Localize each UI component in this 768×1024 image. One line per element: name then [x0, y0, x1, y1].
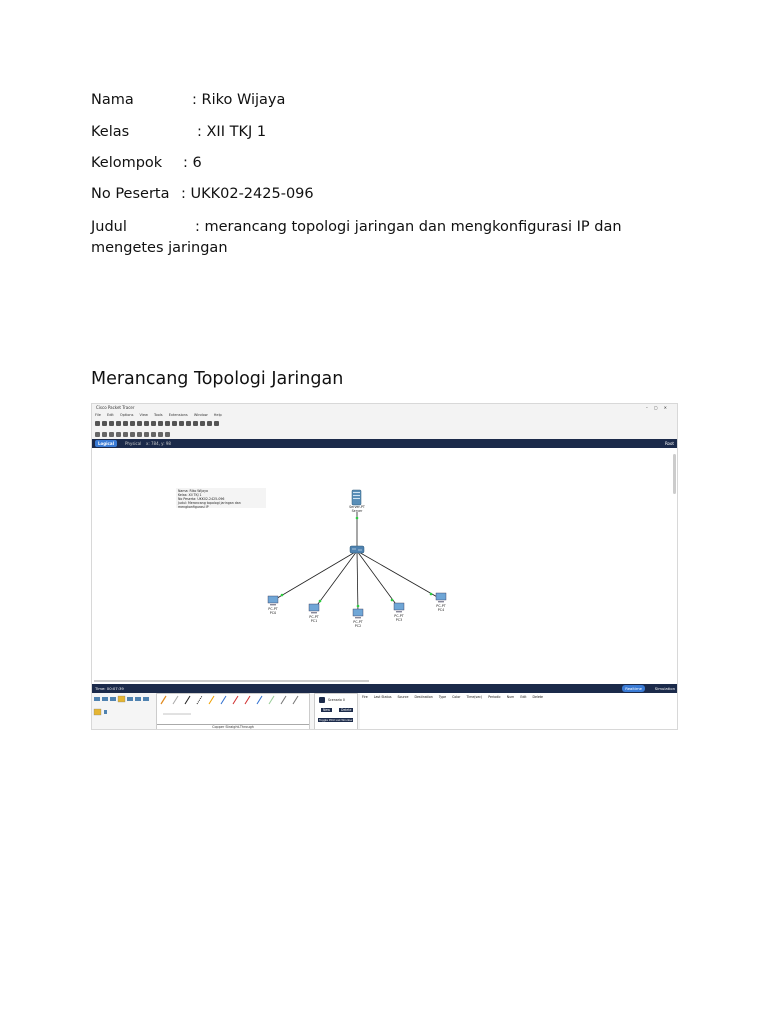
info-row-peserta: [91, 186, 691, 202]
pc-icon: [436, 593, 446, 602]
nav-root-label: Root: [664, 441, 674, 446]
save-icon[interactable]: [109, 421, 114, 426]
redo-icon[interactable]: [158, 421, 163, 426]
info-row-kelompok: [91, 155, 691, 171]
wizard-icon[interactable]: [123, 421, 128, 426]
pc0-model-label: PC-PT: [268, 607, 278, 611]
packet-tracer-screenshot: [91, 403, 678, 730]
paste-icon[interactable]: [144, 421, 149, 426]
scenario-delete-button[interactable]: Delete: [341, 708, 352, 712]
window-controls: –▢✕: [645, 405, 673, 410]
device-panel-area: [92, 693, 677, 730]
scenario-icon: [319, 697, 325, 703]
menu-tools[interactable]: Tools: [153, 413, 163, 417]
pc-icon: [309, 604, 319, 613]
zoom-in-icon[interactable]: [165, 421, 170, 426]
inspect-icon[interactable]: [102, 432, 107, 437]
info-row-nama: [91, 92, 691, 108]
scenario-panel: [314, 693, 358, 730]
note-icon[interactable]: [123, 432, 128, 437]
menu-options[interactable]: Options: [119, 413, 134, 417]
pc4-model-label: PC-PT: [436, 604, 446, 608]
complex-pdu-icon[interactable]: [165, 432, 170, 437]
copy-icon[interactable]: [137, 421, 142, 426]
device-type-panel: [92, 693, 155, 730]
pc2-name-label: PC2: [354, 624, 362, 628]
kelompok-value: : 6: [183, 155, 202, 171]
draw-line-icon[interactable]: [130, 432, 135, 437]
peserta-label: No Peserta: [91, 186, 170, 202]
menu-view[interactable]: View: [139, 413, 148, 417]
pc-icon: [268, 596, 278, 605]
pc4-name-label: PC4: [437, 608, 445, 612]
cable-switch-pc0: [274, 551, 357, 600]
print-icon[interactable]: [116, 421, 121, 426]
vertical-scrollbar[interactable]: [673, 454, 676, 494]
pdu-list-header: [360, 693, 677, 730]
coordinates-readout: x: 784, y: 98: [146, 441, 171, 446]
pdu-col-fire: Fire: [362, 695, 368, 699]
note-line: Kelas: XII TKJ 1: [178, 493, 202, 497]
device-category-icons[interactable]: [92, 693, 155, 730]
window-title: Cisco Packet Tracer: [96, 405, 135, 410]
undo-icon[interactable]: [151, 421, 156, 426]
new-icon[interactable]: [95, 421, 100, 426]
menu-extensions[interactable]: Extensions: [168, 413, 188, 417]
link-light: [356, 517, 359, 520]
palette-icon[interactable]: [186, 421, 191, 426]
cable-type-panel: [156, 693, 310, 730]
menu-file[interactable]: File: [95, 413, 101, 417]
pdu-icon[interactable]: [158, 432, 163, 437]
section-heading: Merancang Topologi Jaringan: [91, 369, 344, 389]
zoom-out-icon[interactable]: [179, 421, 184, 426]
kelas-label: Kelas: [91, 124, 130, 140]
note-line: Nama: Riko Wijaya: [178, 489, 208, 493]
ellipse-icon[interactable]: [144, 432, 149, 437]
pc-icon: [353, 609, 363, 618]
peserta-value: : UKK02-2425-096: [181, 186, 314, 202]
note-line: No Peserta: UKK02-2425-096: [178, 497, 225, 501]
nama-value: : Riko Wijaya: [192, 92, 286, 108]
cable-switch-pc4: [357, 551, 439, 598]
link-light: [357, 605, 360, 608]
cable-switch-pc2: [357, 551, 358, 614]
zoom-reset-icon[interactable]: [172, 421, 177, 426]
custom-icon[interactable]: [200, 421, 205, 426]
pdu-col-destination: Destination: [414, 695, 433, 699]
workspace-navbar: [92, 439, 677, 448]
switch-icon: [350, 546, 364, 553]
menu-edit[interactable]: Edit: [106, 413, 114, 417]
link-light: [391, 599, 394, 602]
server-label-2: Server: [351, 509, 363, 513]
resize-icon[interactable]: [116, 432, 121, 437]
menu-window[interactable]: Window: [193, 413, 208, 417]
secondary-toolbar: [92, 429, 677, 439]
cable-switch-pc3: [357, 551, 398, 607]
pdu-col-last-status: Last Status: [373, 695, 392, 699]
select-icon[interactable]: [95, 432, 100, 437]
pc1-model-label: PC-PT: [309, 615, 319, 619]
pdu-col-periodic: Periodic: [488, 695, 501, 699]
simulation-button[interactable]: Simulation: [654, 686, 675, 691]
link-light: [430, 593, 433, 596]
link-light: [319, 600, 322, 603]
info-row-kelas: [91, 124, 691, 140]
scenario-new-button[interactable]: New: [323, 708, 330, 712]
open-icon[interactable]: [102, 421, 107, 426]
kelas-value: : XII TKJ 1: [197, 124, 267, 140]
kelompok-label: Kelompok: [91, 155, 163, 171]
server-icon: [352, 490, 361, 505]
window-titlebar: [92, 404, 677, 412]
pc0-name-label: PC0: [269, 611, 277, 615]
pc3-name-label: PC3: [395, 618, 403, 622]
tab-physical[interactable]: Physical: [125, 441, 142, 446]
pdu-col-type: Type: [438, 695, 447, 699]
pdu-col-num: Num: [506, 695, 515, 699]
horizontal-scrollbar[interactable]: [94, 680, 369, 682]
network-icon[interactable]: [130, 421, 135, 426]
nama-label: Nama: [91, 92, 134, 108]
pdu-col-delete: Delete: [532, 695, 543, 699]
judul-label: Judul: [91, 219, 127, 235]
menu-help[interactable]: Help: [213, 413, 222, 417]
link-light: [281, 594, 284, 597]
judul-value: : merancang topologi jaringan dan mengkonfigurasi IP dan mengetes jaringan: [91, 219, 622, 256]
topology-diagram: [92, 448, 678, 684]
rectangle-icon[interactable]: [137, 432, 142, 437]
pdu-col-edit: Edit: [520, 695, 527, 699]
time-readout: Time: 00:07:39: [95, 686, 124, 691]
pc3-model-label: PC-PT: [394, 614, 404, 618]
window-icon[interactable]: [207, 421, 212, 426]
freeform-icon[interactable]: [151, 432, 156, 437]
note-line: Judul: Merancang topologi jaringan dan mengkonfigurasi IP: [178, 501, 241, 509]
scenario-select[interactable]: Scenario 0: [328, 698, 345, 702]
logical-workspace[interactable]: [92, 448, 677, 684]
cable-type-label: Copper Straight-Through: [157, 724, 309, 729]
main-toolbar: [92, 418, 677, 429]
pc-icon: [394, 603, 404, 612]
toggle-pdu-button[interactable]: Toggle PDU List Window: [319, 718, 353, 722]
pdu-col-source: Source: [397, 695, 409, 699]
cable-icons[interactable]: [157, 694, 309, 720]
device-icon[interactable]: [193, 421, 198, 426]
cluster-icon[interactable]: [214, 421, 219, 426]
tab-logical[interactable]: Logical: [95, 440, 117, 447]
server-label-1: Server-PT: [349, 505, 365, 509]
info-row-judul: [91, 217, 691, 259]
pdu-col-time: Time(sec): [466, 695, 483, 699]
delete-icon[interactable]: [109, 432, 114, 437]
cable-switch-pc1: [315, 551, 357, 608]
pdu-col-color: Color: [452, 695, 461, 699]
realtime-button[interactable]: Realtime: [622, 685, 645, 692]
pc2-model-label: PC-PT: [353, 620, 363, 624]
pc1-name-label: PC1: [310, 619, 318, 623]
simulation-statusbar: [92, 684, 677, 693]
